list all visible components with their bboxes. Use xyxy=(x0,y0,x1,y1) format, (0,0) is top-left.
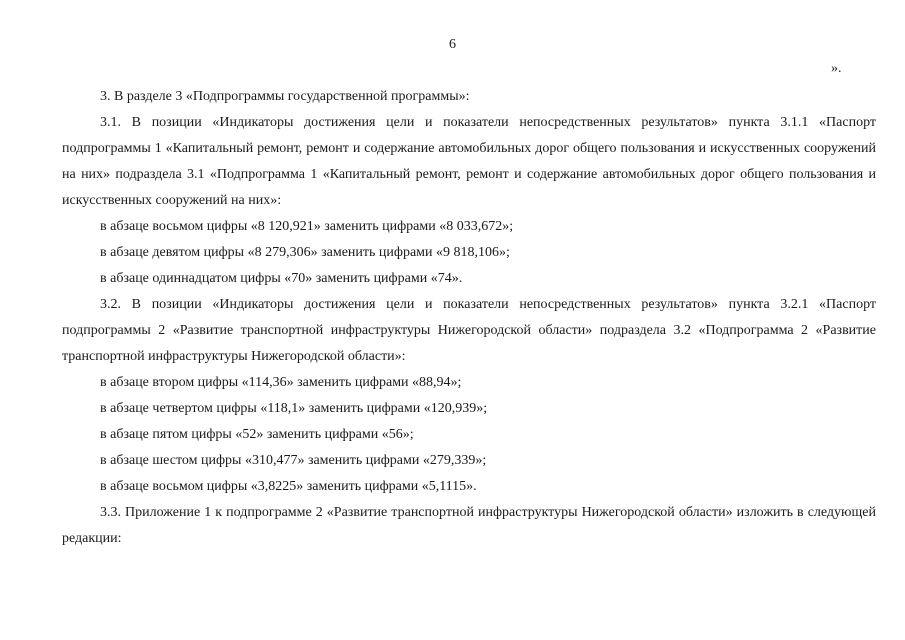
paragraph-3-2-item-2: в абзаце четвертом цифры «118,1» заменить цифрами «120,939»; xyxy=(100,401,488,416)
paragraph-3-2-item-5: в абзаце восьмом цифры «3,8225» заменить цифрами «5,1115». xyxy=(100,479,477,494)
paragraph-3-2-item-1: в абзаце втором цифры «114,36» заменить цифрами «88,94»; xyxy=(100,375,462,390)
paragraph-3-1: 3.1. В позиции «Индикаторы достижения цели и показатели непосредственных результатов» пункта 3.1.1 «Паспорт подпрограммы 1 «Капитальный ремонт, ремонт и содержание автомобильных дорог общего пользования и искусственных сооружений на них» подраздела 3.1 «Подпрограмма 1 «Капитальный ремонт, ремонт и содержание автомобильных дорог общего пользования и искусственных сооружений на них»: xyxy=(62,115,876,208)
page-number: 6 xyxy=(449,37,456,52)
paragraph-3-3: 3.3. Приложение 1 к подпрограмме 2 «Развитие транспортной инфраструктуры Нижегородской области» изложить в следующей редакции: xyxy=(62,505,876,546)
paragraph-section-3-heading: 3. В разделе 3 «Подпрограммы государственной программы»: xyxy=(100,89,470,104)
closing-quote: ». xyxy=(831,61,842,76)
paragraph-3-1-item-1: в абзаце восьмом цифры «8 120,921» заменить цифрами «8 033,672»; xyxy=(100,219,514,234)
paragraph-3-1-item-3: в абзаце одиннадцатом цифры «70» заменить цифрами «74». xyxy=(100,271,463,286)
paragraph-3-2: 3.2. В позиции «Индикаторы достижения цели и показатели непосредственных результатов» пункта 3.2.1 «Паспорт подпрограммы 2 «Развитие транспортной инфраструктуры Нижегородской области» подраздела 3.2 «Подпрограмма 2 «Развитие транспортной инфраструктуры Нижегородской области»: xyxy=(62,297,876,364)
body-text xyxy=(62,84,876,552)
paragraph-3-1-item-2: в абзаце девятом цифры «8 279,306» заменить цифрами «9 818,106»; xyxy=(100,245,510,260)
paragraph-3-2-item-3: в абзаце пятом цифры «52» заменить цифрами «56»; xyxy=(100,427,414,442)
paragraph-3-2-item-4: в абзаце шестом цифры «310,477» заменить цифрами «279,339»; xyxy=(100,453,487,468)
